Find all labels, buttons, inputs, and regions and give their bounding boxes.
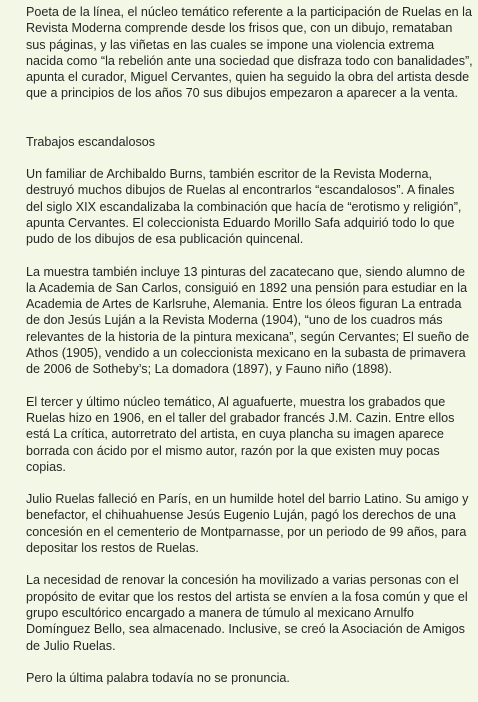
intro-paragraph: Poeta de la línea, el núcleo temático referente a la participación de Ruelas en la Revista Moderna comprende desde los frisos que, con un dibujo, remataban sus páginas, y las viñetas en las cuales se impone una violencia extrema nacida como “la rebelión ante una sociedad que disfraza todo con banalidades”, apunta el curador, Miguel Cervantes, quien ha seguido la obra del artista desde que a principios de los años 70 sus dibujos empezaron a aparecer a la venta. (26, 5, 473, 101)
paragraph-closing: Pero la última palabra todavía no se pronuncia. (26, 670, 290, 685)
section-heading: Trabajos escandalosos (26, 134, 156, 149)
article-body (26, 4, 474, 702)
paragraph-concession: La necesidad de renovar la concesión ha movilizado a varias personas con el propósito de evitar que los restos del artista se envíen a la fosa común y que el grupo escultórico encargado a manera de túmulo al mexicano Arnulfo Domínguez Bello, sea almacenado. Inclusive, se creó la Asociación de Amigos de Julio Ruelas. (26, 573, 468, 653)
paragraph-engravings: El tercer y último núcleo temático, Al aguafuerte, muestra los grabados que Ruelas hizo en 1906, en el taller del grabador francés J.M. Cazin. Entre ellos está La crítica, autorretrato del artista, en cuya plancha su imagen aparece borrada con ácido por el mismo autor, razón por la que existen muy pocas copias. (26, 394, 455, 474)
paragraph-death-paris: Julio Ruelas falleció en París, en un humilde hotel del barrio Latino. Su amigo y benefactor, el chihuahuense Jesús Eugenio Luján, pagó los derechos de una concesión en el cementerio de Montparnasse, por un periodo de 99 años, para depositar los restos de Ruelas. (26, 492, 469, 556)
section-spacer (26, 118, 474, 134)
paragraph-paintings: La muestra también incluye 13 pinturas del zacatecano que, siendo alumno de la Academia de San Carlos, consiguió en 1892 una pensión para estudiar en la Academia de Artes de Karlsruhe, Alemania. Entre los óleos figuran La entrada de don Jesús Luján a la Revista Moderna (1904), “uno de los cuadros más relevantes de la historia de la pintura mexicana”, según Cervantes; El sueño de Athos (1905), vendido a un coleccionista mexicano en la subasta de primavera de 2006 de Sotheby’s; La domadora (1897), y Fauno niño (1898). (26, 264, 470, 377)
paragraph-destroyed-drawings: Un familiar de Archibaldo Burns, también escritor de la Revista Moderna, destruyó muchos dibujos de Ruelas al encontrarlos “escandalosos”. A finales del siglo XIX escandalizaba la combinación que hacía de “erotismo y religión”, apunta Cervantes. El coleccionista Eduardo Morillo Safa adquirió todo lo que pudo de los dibujos de esa publicación quincenal. (26, 167, 462, 247)
